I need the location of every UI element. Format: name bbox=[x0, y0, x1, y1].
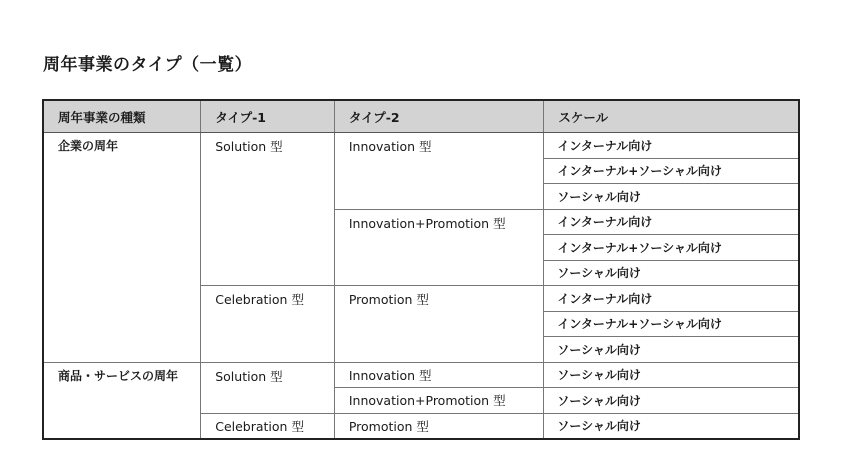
scale-cell: ソーシャル向け bbox=[544, 413, 799, 439]
type1-cell: Celebration 型 bbox=[201, 413, 335, 439]
kind-cell: 商品・サービスの周年 bbox=[43, 362, 201, 439]
scale-cell: ソーシャル向け bbox=[544, 337, 799, 363]
type2-cell: Promotion 型 bbox=[334, 286, 544, 363]
type2-cell: Innovation 型 bbox=[334, 133, 544, 210]
scale-cell: インターナル向け bbox=[544, 286, 799, 312]
header-kind: 周年事業の種類 bbox=[43, 100, 201, 133]
header-scale: スケール bbox=[544, 100, 799, 133]
scale-cell: ソーシャル向け bbox=[544, 184, 799, 210]
scale-cell: ソーシャル向け bbox=[544, 388, 799, 414]
anniversary-types-table bbox=[42, 99, 800, 440]
type2-cell: Innovation+Promotion 型 bbox=[334, 388, 544, 414]
type1-cell: Solution 型 bbox=[201, 133, 335, 286]
scale-cell: ソーシャル向け bbox=[544, 362, 799, 388]
table-row bbox=[43, 362, 799, 388]
type2-cell: Innovation 型 bbox=[334, 362, 544, 388]
scale-cell: インターナル向け bbox=[544, 209, 799, 235]
table-header-row bbox=[43, 100, 799, 133]
header-type2: タイプ-2 bbox=[334, 100, 544, 133]
scale-cell: インターナル向け bbox=[544, 133, 799, 159]
scale-cell: インターナル+ソーシャル向け bbox=[544, 235, 799, 261]
header-type1: タイプ-1 bbox=[201, 100, 335, 133]
type1-cell: Solution 型 bbox=[201, 362, 335, 413]
type2-cell: Promotion 型 bbox=[334, 413, 544, 439]
type2-cell: Innovation+Promotion 型 bbox=[334, 209, 544, 286]
scale-cell: ソーシャル向け bbox=[544, 260, 799, 286]
type1-cell: Celebration 型 bbox=[201, 286, 335, 363]
scale-cell: インターナル+ソーシャル向け bbox=[544, 311, 799, 337]
kind-cell: 企業の周年 bbox=[43, 133, 201, 363]
page-title: 周年事業のタイプ（一覧） bbox=[43, 55, 253, 75]
scale-cell: インターナル+ソーシャル向け bbox=[544, 158, 799, 184]
table-row bbox=[43, 133, 799, 159]
